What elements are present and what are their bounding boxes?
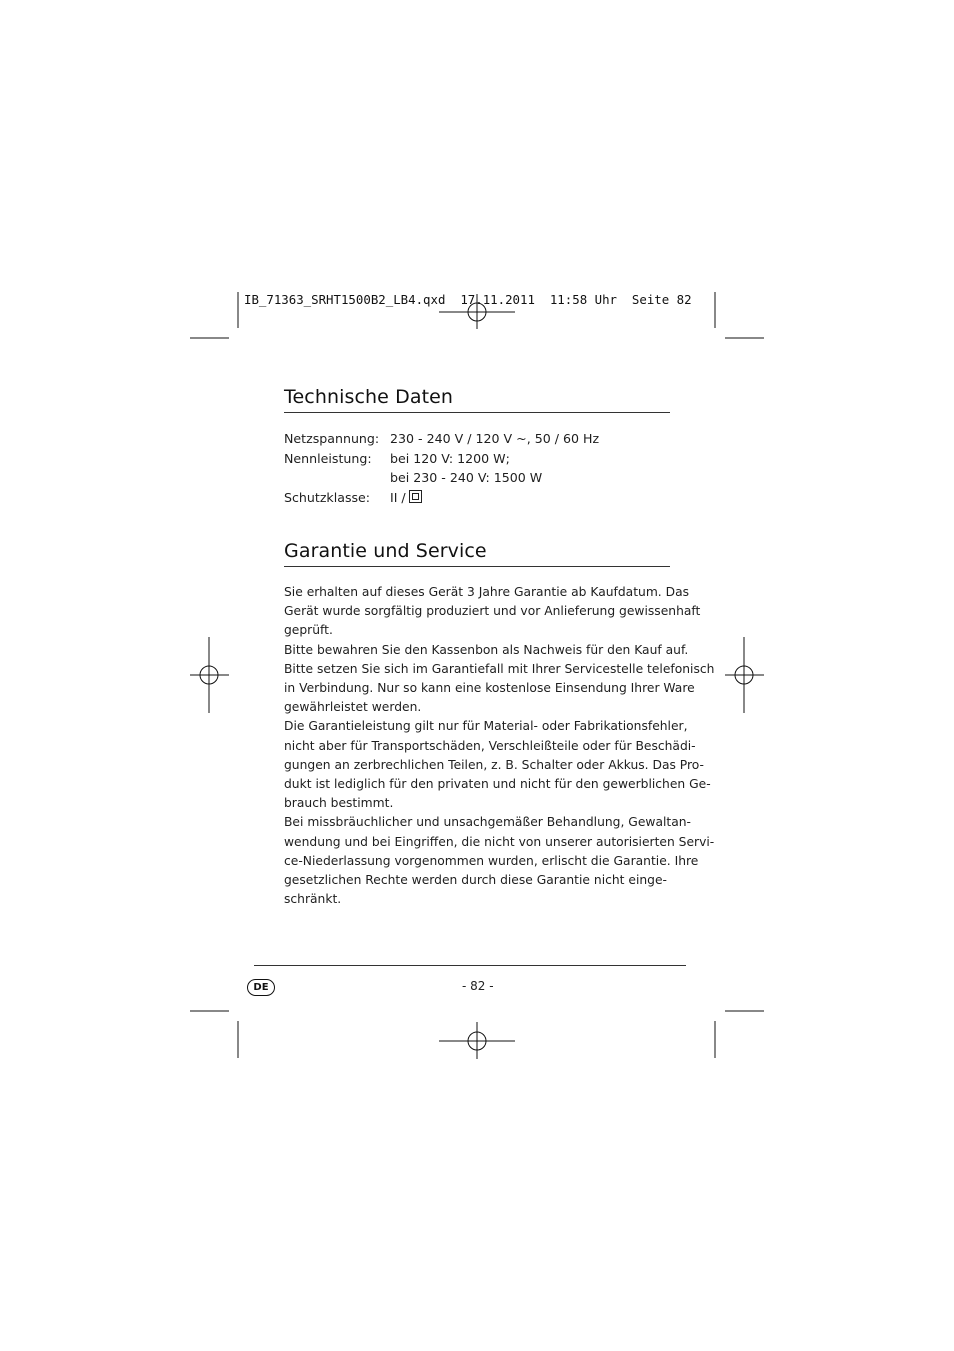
protection-class-ii-icon [409,490,422,503]
text-line: gewährleistet werden. [284,700,422,715]
text-line: schränkt. [284,892,342,907]
text-line: Gerät wurde sorgfältig produziert und vor Anlieferung gewissenhaft [284,604,701,619]
heading-underline [284,412,670,413]
spec-value: bei 120 V: 1200 W; [390,450,510,466]
heading-underline [284,566,670,567]
text-line: Die Garantieleistung gilt nur für Material- oder Fabrikationsfehler, [284,719,688,734]
text-line: wendung und bei Eingriffen, die nicht von unserer autorisierten Servi- [284,834,715,849]
text-line: Bei missbräuchlicher und unsachgemäßer Behandlung, Gewaltan- [284,815,691,830]
text-line: Sie erhalten auf dieses Gerät 3 Jahre Garantie ab Kaufdatum. Das [284,585,690,599]
spec-label: Nennleistung: [284,450,372,466]
text-line: geprüft. [284,623,333,638]
text-line: ce-Niederlassung vorgenommen wurden, erlischt die Garantie. Ihre [284,853,699,868]
spec-row [284,429,684,449]
text-line: gesetzlichen Rechte werden durch diese Garantie nicht einge- [284,873,667,888]
protection-class-text: II / [390,489,406,505]
heading-technische-daten: Technische Daten [284,386,454,408]
spec-table [284,429,684,509]
spec-label: Schutzklasse: [284,489,371,505]
registration-mark-left [190,637,229,713]
language-badge: DE [247,979,275,996]
text-line: in Verbindung. Nur so kann eine kostenlose Einsendung Ihrer Ware [284,681,695,696]
spec-value: bei 230 - 240 V: 1500 W [390,470,543,485]
text-line: brauch bestimmt. [284,796,394,811]
footer-rule [254,965,686,966]
text-line: Bitte setzen Sie sich im Garantiefall mit Ihrer Servicestelle telefonisch [284,661,715,676]
spec-value: 230 - 240 V / 120 V ~, 50 / 60 Hz [390,431,600,446]
warranty-text [284,583,715,909]
registration-mark-bottom [439,1022,515,1059]
spec-label: Netzspannung: [284,431,380,446]
text-line: nicht aber für Transportschäden, Verschleißteile oder für Beschädi- [284,738,696,753]
text-line: gungen an zerbrechlichen Teilen, z. B. Schalter oder Akkus. Das Pro- [284,757,704,772]
text-line: dukt ist lediglich für den privaten und nicht für den gewerblichen Ge- [284,777,711,792]
heading-garantie-und-service: Garantie und Service [284,540,487,562]
spec-row [284,468,684,488]
spec-row [284,449,684,469]
spec-row [284,488,684,508]
spec-value [390,488,422,508]
text-line: Bitte bewahren Sie den Kassenbon als Nachweis für den Kauf auf. [284,642,689,657]
page-number: - 82 - [462,979,494,993]
file-slug-line: IB_71363_SRHT1500B2_LB4.qxd 17.11.2011 11:58 Uhr Seite 82 [244,292,692,307]
registration-mark-right [725,637,764,713]
